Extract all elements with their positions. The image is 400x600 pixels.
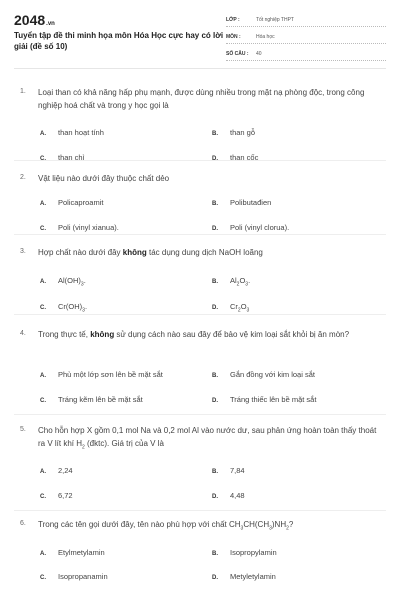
option-d[interactable] <box>212 572 276 581</box>
meta-value: Hóa học <box>256 33 275 40</box>
option-letter: A. <box>40 373 46 379</box>
option-text: than hoạt tính <box>58 128 104 137</box>
option-a[interactable] <box>40 548 105 557</box>
option-letter: B. <box>212 551 218 557</box>
option-text: $Al_2O_3$. <box>230 276 251 288</box>
option-a[interactable] <box>40 370 163 379</box>
meta-row-class <box>226 13 386 27</box>
option-c[interactable] <box>40 572 108 581</box>
option-letter: A. <box>40 469 46 475</box>
option-text: 7,84 <box>230 466 245 475</box>
question-divider <box>14 160 386 161</box>
option-letter: C. <box>40 156 46 162</box>
option-text: Phủ một lớp sơn lên bề mặt sắt <box>58 370 163 379</box>
option-c[interactable] <box>40 302 87 314</box>
option-letter: A. <box>40 131 46 137</box>
meta-row-count <box>226 47 386 61</box>
option-d[interactable] <box>212 395 316 404</box>
option-b[interactable] <box>212 548 277 557</box>
option-letter: B. <box>212 469 218 475</box>
question-number: 2. <box>20 174 26 181</box>
option-text: Etylmetylamin <box>58 548 105 557</box>
option-text: than gỗ <box>230 128 256 137</box>
option-a[interactable] <box>40 276 86 288</box>
question-2 <box>0 168 400 244</box>
question-text: Cho hỗn hợp X gồm 0,1 mol Na và 0,2 mol Al vào nước dư, sau phản ứng hoàn toàn thấy thoát ra V lít khí $H_2$ (đktc). Giá trị của V là <box>38 426 377 451</box>
option-text: Poli (vinyl clorua). <box>230 223 290 232</box>
question-text: Loại than có khả năng hấp phụ mạnh, được dùng nhiều trong mặt nạ phòng độc, trong công nghiệp hoá chất và trong y học gọi là <box>38 88 365 110</box>
document-title: Tuyển tập đề thi minh họa môn Hóa Học cực hay có lời giải (đề số 10) <box>14 31 224 51</box>
option-a[interactable] <box>40 128 104 137</box>
option-letter: D. <box>212 398 218 404</box>
meta-label: SỐ CÂU : <box>226 50 249 57</box>
question-divider <box>14 414 386 415</box>
option-c[interactable] <box>40 395 143 404</box>
meta-value: Tốt nghiệp THPT <box>256 16 294 23</box>
option-text: Polibutađien <box>230 198 272 207</box>
page-header <box>0 0 400 64</box>
option-text: than cốc <box>230 153 259 162</box>
option-b[interactable] <box>212 276 250 288</box>
option-letter: C. <box>40 226 46 232</box>
question-divider <box>14 314 386 315</box>
option-text: Tráng kẽm lên bề mặt sắt <box>58 395 143 404</box>
option-text: $Cr_2O_3$ <box>230 302 250 314</box>
question-3 <box>0 242 400 320</box>
exam-meta <box>226 13 386 64</box>
option-c[interactable] <box>40 491 73 500</box>
question-text: Trong các tên gọi dưới đây, tên nào phù hợp với chất $CH_3CH(CH_3)NH_2$? <box>38 520 294 532</box>
option-letter: A. <box>40 279 46 285</box>
option-text: than chì <box>58 153 85 162</box>
option-letter: B. <box>212 201 218 207</box>
option-text: 4,48 <box>230 491 245 500</box>
option-text: $Al(OH)_3$. <box>58 276 86 288</box>
question-number: 6. <box>20 520 26 527</box>
option-letter: B. <box>212 279 218 285</box>
option-d[interactable] <box>212 491 245 500</box>
option-text: Gắn đồng với kim loại sắt <box>230 370 315 379</box>
option-letter: D. <box>212 494 218 500</box>
option-b[interactable] <box>212 370 315 379</box>
option-d[interactable] <box>212 302 249 314</box>
question-text: Hợp chất nào dưới đây không tác dụng dung dịch NaOH loãng <box>38 248 263 257</box>
meta-value: 40 <box>256 50 262 57</box>
option-text: Policaproamit <box>58 198 104 207</box>
question-number: 5. <box>20 426 26 433</box>
option-text: 2,24 <box>58 466 73 475</box>
option-letter: C. <box>40 494 46 500</box>
option-b[interactable] <box>212 466 245 475</box>
option-letter: D. <box>212 575 218 581</box>
meta-label: MÔN : <box>226 33 241 40</box>
header-divider <box>14 68 386 69</box>
option-a[interactable] <box>40 198 103 207</box>
option-a[interactable] <box>40 466 73 475</box>
option-c[interactable] <box>40 223 119 232</box>
option-letter: C. <box>40 398 46 404</box>
option-text: 6,72 <box>58 491 73 500</box>
question-number: 3. <box>20 248 26 255</box>
option-letter: C. <box>40 575 46 581</box>
option-letter: A. <box>40 551 46 557</box>
option-letter: D. <box>212 156 218 162</box>
option-letter: A. <box>40 201 46 207</box>
emphasis-text: không <box>90 330 115 339</box>
site-logo[interactable] <box>14 12 55 28</box>
question-6 <box>0 514 400 598</box>
option-b[interactable] <box>212 198 271 207</box>
meta-label: LỚP : <box>226 16 240 23</box>
question-number: 1. <box>20 88 26 95</box>
option-text: Isopropylamin <box>230 548 277 557</box>
question-divider <box>14 510 386 511</box>
option-letter: B. <box>212 131 218 137</box>
question-5 <box>0 420 400 512</box>
meta-row-subject <box>226 30 386 44</box>
option-text: $Cr(OH)_3$. <box>58 302 88 314</box>
option-text: Isopropanamin <box>58 572 108 581</box>
logo-suffix: .vn <box>46 21 55 27</box>
question-4 <box>0 324 400 414</box>
logo-main: 2048 <box>14 12 46 28</box>
question-number: 4. <box>20 330 26 337</box>
question-divider <box>14 234 386 235</box>
option-letter: B. <box>212 373 218 379</box>
question-text: Vật liệu nào dưới đây thuộc chất dẻo <box>38 174 170 183</box>
option-text: Tráng thiếc lên bề mặt sắt <box>230 395 317 404</box>
option-d[interactable] <box>212 223 289 232</box>
question-text: Trong thực tế, không sử dụng cách nào sau đây để bảo vệ kim loại sắt khỏi bị ăn mòn? <box>38 330 350 339</box>
option-letter: C. <box>40 305 46 311</box>
option-letter: D. <box>212 226 218 232</box>
option-b[interactable] <box>212 128 255 137</box>
emphasis-text: không <box>122 248 147 257</box>
option-letter: D. <box>212 305 218 311</box>
option-text: Poli (vinyl xianua). <box>58 223 119 232</box>
option-text: Metyletylamin <box>230 572 276 581</box>
